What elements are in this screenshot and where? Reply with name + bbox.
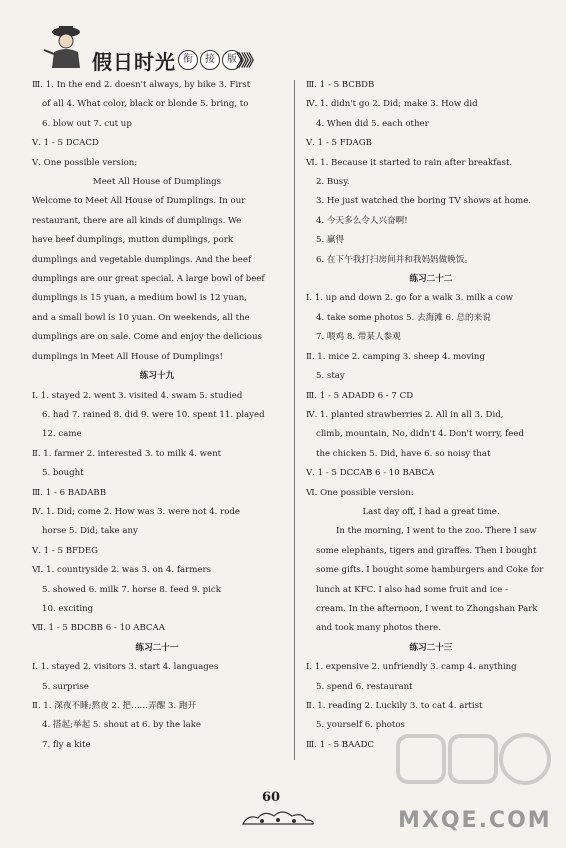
answer-line: 6. blow out 7. cut up (42, 118, 132, 129)
answer-line: Ⅱ. 1. mice 2. camping 3. sheep 4. moving (306, 351, 485, 362)
answer-line: Ⅵ. 1. Because it started to rain after breakfast. (306, 157, 513, 168)
column-divider (294, 80, 295, 760)
essay-title: Meet All House of Dumplings (92, 177, 222, 188)
left-column (32, 76, 282, 755)
essay-line: dumplings are our great special. A large bowl of beef (32, 274, 265, 285)
answer-line: Ⅴ. 1 - 5 DCCAB 6 - 10 BABCA (306, 468, 435, 479)
essay-line: Last day off, I had a great time. (362, 506, 500, 517)
answer-line: 5. yourself 6. photos (316, 720, 405, 731)
answer-line: Ⅲ. 1 - 5 BCBDB (306, 80, 375, 90)
answer-line: 5. bought (42, 468, 84, 479)
answer-line: Ⅳ. 1. planted strawberries 2. All in all 3. Did, (306, 409, 504, 420)
answer-line: climb, mountain, No, didn't 4. Don't worry, feed (316, 429, 524, 440)
answer-line: Ⅵ. One possible version: (306, 487, 414, 498)
answer-line: 6. 在下午我打扫房间并和我妈妈做晚饭。 (316, 254, 474, 265)
essay-line: dumplings and vegetable dumplings. And the beef (32, 254, 252, 265)
answer-line: 5. stay (316, 371, 345, 382)
edition-badges (178, 50, 242, 70)
answer-line: Ⅶ. 1 - 5 BDCBB 6 - 10 ABCAA (32, 623, 165, 634)
essay-line: some elephants, tigers and giraffes. Then I bought (316, 545, 537, 556)
answer-line: of all 4. What color, black or blonde 5. bring, to (42, 99, 249, 110)
edition-badge: 衔 (178, 50, 198, 70)
answer-line: 4. 今天多么令人兴奋啊! (316, 215, 408, 226)
answer-line: 5. surprise (42, 681, 89, 692)
answer-line: 5. showed 6. milk 7. horse 8. feed 9. pick (42, 584, 221, 595)
answer-line: 6. had 7. rained 8. did 9. were 10. spent 11. played (42, 409, 265, 420)
essay-line: and a small bowl is 10 yuan. On weekends, all the (32, 312, 250, 323)
answer-line: Ⅴ. One possible version: (32, 157, 138, 168)
answer-line: Ⅴ. 1 - 5 DCACD (32, 138, 99, 149)
answer-line: 4. When did 5. each other (316, 118, 429, 129)
answer-line: Ⅲ. 1 - 6 BADABB (32, 487, 107, 498)
essay-line: lunch at KFC. I also had some fruit and ice - (316, 584, 509, 595)
watermark-text: MXQE.COM (398, 808, 552, 833)
answer-line: Ⅳ. 1. Did; come 2. How was 3. were not 4. rode (32, 506, 240, 517)
answer-line: 12. came (42, 429, 82, 440)
essay-line: dumplings is 15 yuan, a medium bowl is 12 yuan, (32, 293, 248, 304)
answer-line: 7. 喂鸡 8. 带某人参观 (316, 332, 401, 343)
answer-line: Ⅲ. 1 - 5 BAADC (306, 739, 374, 750)
answer-line: the chicken 5. Did, have 6. so noisy that (316, 448, 491, 459)
answer-line: 4. take some photos 5. 去海滩 6. 总的来说 (316, 312, 491, 323)
essay-line: In the morning, I went to the zoo. There I saw (336, 526, 537, 537)
book-title: 假日时光 (92, 50, 176, 74)
essay-line: dumplings in Meet All House of Dumplings! (32, 351, 223, 362)
answer-line: 7. fly a kite (42, 739, 91, 750)
essay-line: dumplings are on sale. Come and enjoy the delicious (32, 332, 262, 343)
answer-line: Ⅱ. 1. reading 2. Luckily 3. to cat 4. artist (306, 701, 483, 711)
section-heading: 练习二十一 (135, 642, 179, 653)
answer-line: 4. 搭起;举起 5. shout at 6. by the lake (42, 720, 202, 731)
essay-line: some gifts. I bought some hamburgers and Coke for (316, 565, 544, 576)
essay-line: have beef dumplings, mutton dumplings, pork (32, 235, 234, 246)
answer-line: Ⅰ. 1. stayed 2. visitors 3. start 4. languages (32, 662, 219, 673)
answer-line: Ⅰ. 1. stayed 2. went 3. visited 4. swam 5. studied (32, 390, 243, 401)
right-column (306, 76, 556, 755)
chevrons-right-icon: 》》》 (236, 51, 260, 70)
answer-line: Ⅰ. 1. up and down 2. go for a walk 3. milk a cow (306, 293, 514, 304)
essay-line: Welcome to Meet All House of Dumplings. In our (32, 196, 246, 207)
answer-line: Ⅱ. 1. 深夜不睡;熬夜 2. 把……弄醒 3. 跑开 (32, 701, 197, 711)
page-number: 60 (262, 790, 281, 805)
cloud-ornament-icon (238, 806, 318, 828)
answer-line: horse 5. Did; take any (42, 526, 138, 537)
page-header (0, 0, 566, 74)
answer-line: Ⅲ. 1 - 5 ADADD 6 - 7 CD (306, 390, 414, 401)
cartoon-mascot-icon (40, 22, 90, 72)
answer-line: 5. 赢得 (316, 235, 345, 246)
answer-line: 2. Busy. (316, 177, 350, 188)
answer-line: 5. spend 6. restaurant (316, 681, 413, 692)
answer-line: Ⅰ. 1. expensive 2. unfriendly 3. camp 4. anything (306, 662, 517, 673)
edition-badge: 接 (200, 50, 220, 70)
answer-line: Ⅱ. 1. farmer 2. interested 3. to milk 4. went (32, 448, 222, 459)
section-heading: 练习十九 (139, 371, 175, 382)
essay-line: restaurant, there are all kinds of dumplings. We (32, 215, 242, 226)
answer-line: Ⅴ. 1 - 5 FDAGB (306, 138, 372, 149)
essay-line: and took many photos there. (316, 623, 442, 634)
essay-line: cream. In the afternoon, I went to Zhongshan Park (316, 603, 538, 614)
edition-badge: 版 (222, 50, 242, 70)
answer-line: 3. He just watched the boring TV shows at home. (316, 196, 532, 207)
section-heading: 练习二十三 (409, 642, 453, 653)
answer-line: Ⅲ. 1. In the end 2. doesn't always, by bike 3. First (32, 80, 251, 90)
answer-line: 10. exciting (42, 603, 94, 614)
answer-line: Ⅴ. 1 - 5 BFDEG (32, 545, 99, 556)
section-heading: 练习二十二 (409, 274, 453, 285)
answer-line: Ⅳ. 1. didn't go 2. Did; make 3. How did (306, 99, 478, 110)
answer-line: Ⅵ. 1. countryside 2. was 3. on 4. farmers (32, 565, 212, 576)
